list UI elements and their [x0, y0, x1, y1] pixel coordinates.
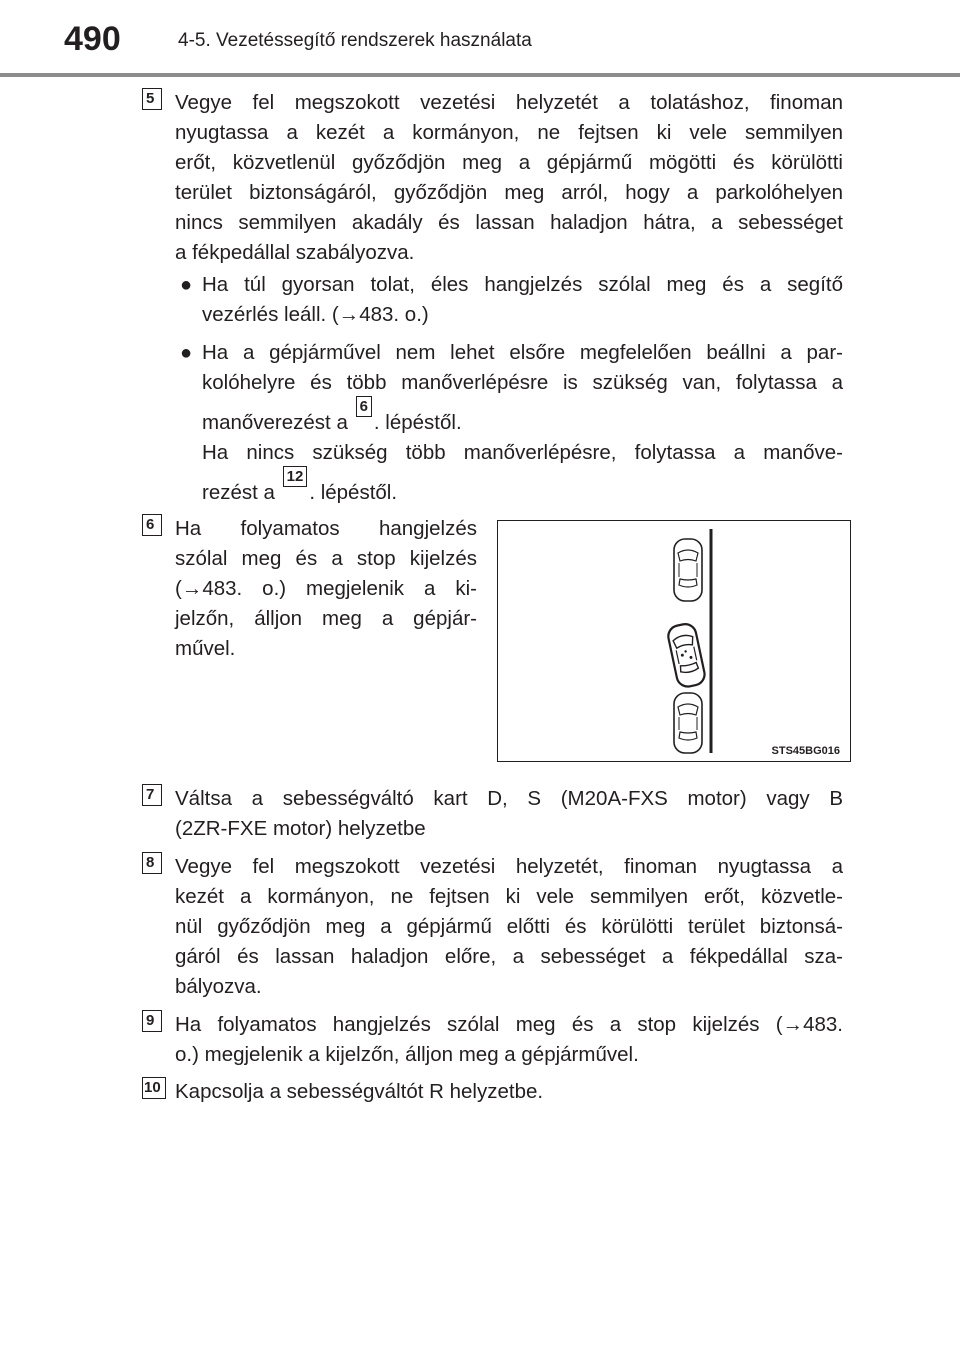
text-line: Ha folyamatos hangjelzés: [175, 517, 477, 540]
step-number-10: 10: [142, 1077, 166, 1099]
text-line: művel.: [175, 637, 236, 660]
text-line: vezérlés leáll. (→483. o.): [202, 303, 429, 326]
text-line: Ha túl gyorsan tolat, éles hangjelzés szólal meg és a segítő: [202, 273, 843, 296]
text-line: szólal meg és a stop kijelzés: [175, 547, 477, 570]
bullet-multiple-maneuvers: [180, 338, 843, 508]
step-6-text: [175, 514, 477, 664]
text-line: erőt, közvetlenül győződjön meg a gépjármű mögötti és körülötti: [175, 151, 843, 174]
text-line: nyugtassa a kezét a kormányon, ne fejtsen ki vele semmilyen: [175, 121, 843, 144]
text-line: Ha folyamatos hangjelzés szólal meg és a stop kijelzés (→483.: [175, 1013, 843, 1036]
text-line: Vegye fel megszokott vezetési helyzetét a tolatáshoz, finoman: [175, 91, 843, 114]
text-line: kolóhelyre és több manőverlépésre is szükség van, folytassa a: [202, 371, 843, 394]
step-5-text: [175, 88, 843, 268]
bullet-icon: ●: [180, 342, 193, 364]
figure-code: STS45BG016: [771, 745, 840, 757]
text-line: Kapcsolja a sebességváltót R helyzetbe.: [175, 1080, 544, 1103]
text-line: nincs semmilyen akadály és lassan haladjon hátra, a sebességet: [175, 211, 843, 234]
step-number-9: 9: [142, 1010, 162, 1032]
step-number-8: 8: [142, 852, 162, 874]
text-line: kezét a kormányon, ne fejtsen ki vele semmilyen erőt, közvetle-: [175, 885, 843, 908]
step-reference-6: 6: [356, 396, 372, 417]
parking-diagram: [498, 521, 849, 760]
text-line: (→483. o.) megjelenik a ki-: [175, 577, 477, 600]
section-title: 4-5. Vezetéssegítő rendszerek használata: [178, 30, 532, 51]
text-line: Ha a gépjárművel nem lehet elsőre megfelelően beállni a par-: [202, 341, 843, 364]
text-line: Vegye fel megszokott vezetési helyzetét, finoman nyugtassa a: [175, 855, 843, 878]
text-line: (2ZR-FXE motor) helyzetbe: [175, 817, 426, 840]
step-7-text: [175, 784, 843, 844]
step-number-5: 5: [142, 88, 162, 110]
step-10-text: [175, 1077, 843, 1107]
step-number-7: 7: [142, 784, 162, 806]
bullet-icon: ●: [180, 274, 193, 296]
page-number: 490: [64, 20, 121, 58]
text-fragment: . lépéstől.: [309, 481, 398, 504]
text-line: jelzőn, álljon meg a gépjár-: [175, 607, 477, 630]
step-reference-12: 12: [283, 466, 308, 487]
parking-illustration: [497, 520, 851, 762]
text-line: o.) megjelenik a kijelzőn, álljon meg a gépjárművel.: [175, 1043, 639, 1066]
text-line: bályozva.: [175, 975, 262, 998]
step-9-text: [175, 1010, 843, 1070]
text-line: [202, 398, 843, 438]
text-line: Váltsa a sebességváltó kart D, S (M20A-FXS motor) vagy B: [175, 787, 843, 810]
parked-car-icon: [674, 539, 702, 601]
text-fragment: rezést a: [202, 481, 275, 504]
text-fragment: manőverezést a: [202, 411, 348, 434]
text-line: Ha nincs szükség több manőverlépésre, folytassa a manőve-: [202, 441, 843, 464]
text-line: terület biztonságáról, győződjön meg arról, hogy a parkolóhelyen: [175, 181, 843, 204]
step-number-6: 6: [142, 514, 162, 536]
reversing-car-icon: [666, 622, 706, 688]
text-line: gáról és lassan haladjon előre, a sebességet a fékpedállal sza-: [175, 945, 843, 968]
header-rule: [0, 73, 960, 77]
step-8-text: [175, 852, 843, 1002]
text-line: [202, 468, 843, 508]
parked-car-icon: [674, 693, 702, 753]
bullet-fast-reverse: [180, 270, 843, 330]
text-fragment: . lépéstől.: [373, 411, 462, 434]
text-line: nül győződjön meg a gépjármű előtti és körülötti terület biztonsá-: [175, 915, 843, 938]
text-line: a fékpedállal szabályozva.: [175, 241, 415, 264]
